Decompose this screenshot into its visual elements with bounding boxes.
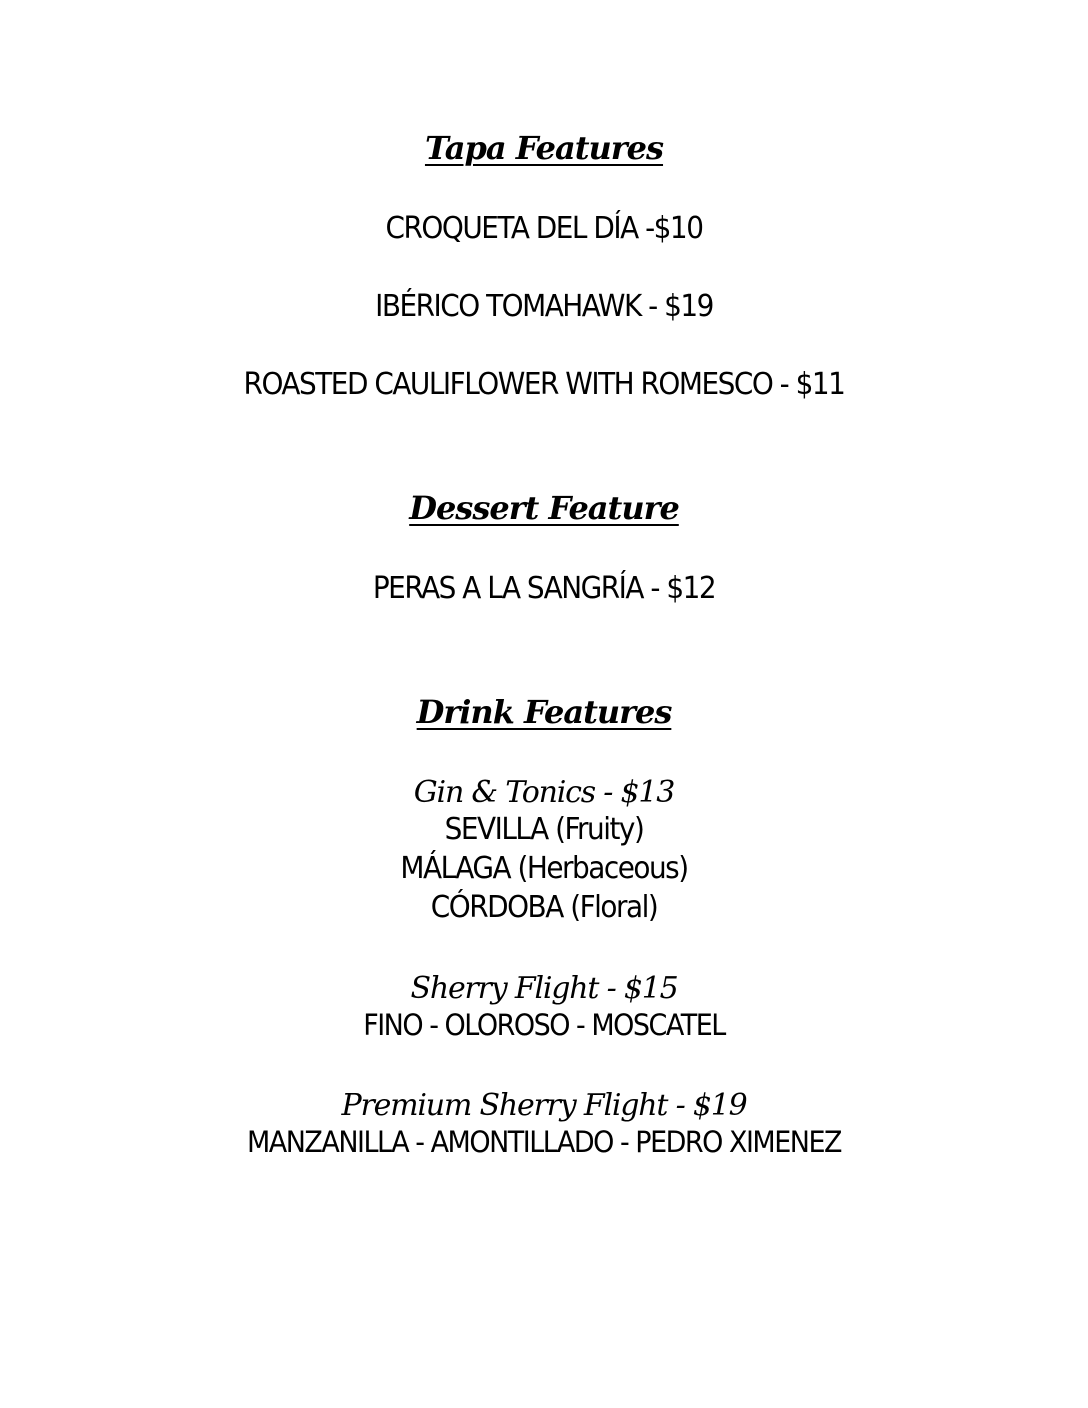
dessert-feature-heading: Dessert Feature <box>409 489 679 527</box>
gin-option-sevilla: SEVILLA (Fruity) <box>444 812 644 847</box>
tapa-item-croqueta: CROQUETA DEL DÍA -$10 <box>385 211 703 246</box>
tapa-item-iberico: IBÉRICO TOMAHAWK - $19 <box>375 289 713 324</box>
gin-option-cordoba: CÓRDOBA (Floral) <box>430 890 658 925</box>
dessert-item-peras: PERAS A LA SANGRÍA - $12 <box>372 571 716 606</box>
premium-sherry-flight-title: Premium Sherry Flight - $19 <box>341 1088 747 1123</box>
tapa-item-cauliflower: ROASTED CAULIFLOWER WITH ROMESCO - $11 <box>243 367 845 402</box>
premium-sherry-flight-list: MANZANILLA - AMONTILLADO - PEDRO XIMENEZ <box>246 1125 842 1159</box>
sherry-flight-list: FINO - OLOROSO - MOSCATEL <box>363 1008 725 1042</box>
gin-tonics-title: Gin & Tonics - $13 <box>413 775 675 810</box>
drink-features-heading: Drink Features <box>416 693 672 731</box>
gin-option-malaga: MÁLAGA (Herbaceous) <box>400 851 688 886</box>
sherry-flight-title: Sherry Flight - $15 <box>410 971 678 1006</box>
tapa-features-heading: Tapa Features <box>424 129 664 167</box>
